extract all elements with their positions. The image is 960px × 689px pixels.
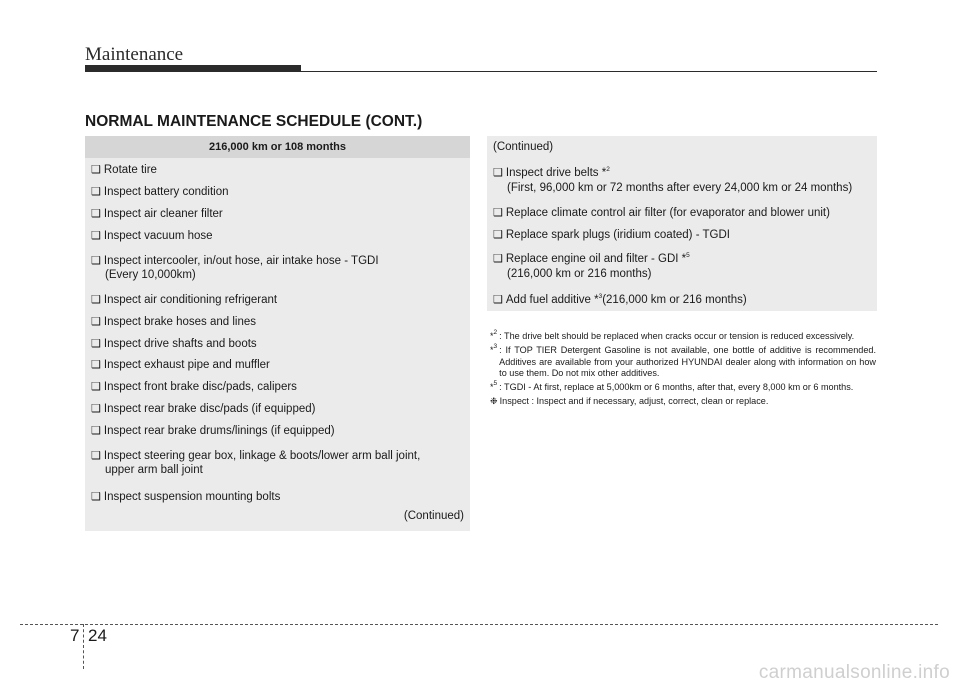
checkbox-icon: ❑ xyxy=(91,491,101,503)
checklist-item xyxy=(91,315,466,329)
item-text: Inspect rear brake disc/pads (if equipped) xyxy=(103,403,316,415)
checklist-item xyxy=(493,206,873,221)
checklist-item xyxy=(91,402,466,416)
header-rule-thick xyxy=(85,65,301,72)
note-mark: * xyxy=(490,345,494,356)
checkbox-icon: ❑ xyxy=(91,450,101,462)
item-text: Inspect battery condition xyxy=(103,186,229,198)
note-mark: * xyxy=(490,382,494,393)
interval-heading: 216,000 km or 108 months xyxy=(85,136,470,158)
checklist-item xyxy=(493,293,873,308)
checkbox-icon: ❑ xyxy=(493,229,503,241)
item-subtext: upper arm ball joint xyxy=(105,464,203,476)
checkbox-icon: ❑ xyxy=(91,338,101,350)
checklist-item xyxy=(91,337,466,351)
footnote-ref: 3 xyxy=(598,293,603,300)
checkbox-icon: ❑ xyxy=(91,403,101,415)
item-text: Rotate tire xyxy=(103,164,157,176)
item-text: Inspect drive shafts and boots xyxy=(103,338,257,350)
item-text: Inspect drive belts * xyxy=(505,167,607,179)
item-text: Inspect intercooler, in/out hose, air intake hose - TGDI xyxy=(103,255,379,267)
footnote xyxy=(490,345,876,379)
checkbox-icon: ❑ xyxy=(493,294,503,306)
footnote xyxy=(490,331,876,342)
note-mark: ❉ xyxy=(490,396,498,407)
checklist-item xyxy=(493,252,873,282)
checklist-item xyxy=(91,254,466,282)
continued-label: (Continued) xyxy=(493,141,554,153)
watermark: carmanualsonline.info xyxy=(758,662,950,683)
checkbox-icon: ❑ xyxy=(91,208,101,220)
item-subtext: (216,000 km or 216 months) xyxy=(507,268,652,280)
checklist-item xyxy=(493,166,873,196)
chapter-number: 7 xyxy=(70,626,80,645)
checkbox-icon: ❑ xyxy=(493,167,503,179)
item-text: Inspect suspension mounting bolts xyxy=(103,491,281,503)
checkbox-icon: ❑ xyxy=(493,253,503,265)
checklist-item xyxy=(91,380,466,394)
checkbox-icon: ❑ xyxy=(91,425,101,437)
checkbox-icon: ❑ xyxy=(91,316,101,328)
footer-rule xyxy=(20,624,938,625)
checklist-item xyxy=(91,358,466,372)
checklist-item xyxy=(91,449,466,477)
continued-label: (Continued) xyxy=(403,510,464,522)
note-sup: 2 xyxy=(493,329,498,336)
checkbox-icon: ❑ xyxy=(493,207,503,219)
checklist-item xyxy=(91,490,466,504)
item-text: Inspect front brake disc/pads, calipers xyxy=(103,381,297,393)
item-text: Inspect air conditioning refrigerant xyxy=(103,294,278,306)
item-text: Add fuel additive * xyxy=(505,294,599,306)
checklist-item xyxy=(91,424,466,438)
item-tail: (216,000 km or 216 months) xyxy=(602,294,747,306)
item-text: Inspect brake hoses and lines xyxy=(103,316,257,328)
chapter-header: Maintenance xyxy=(85,44,184,65)
page-number: 24 xyxy=(88,626,107,645)
item-text: Replace climate control air filter (for evaporator and blower unit) xyxy=(505,207,830,219)
checkbox-icon: ❑ xyxy=(91,164,101,176)
item-text: Replace engine oil and filter - GDI * xyxy=(505,253,687,265)
checkbox-icon: ❑ xyxy=(91,294,101,306)
note-text: : If TOP TIER Detergent Gasoline is not available, one bottle of additive is recommended. Additives are available from your authorized HYUNDAI dealer along with information on how to use them. Do not mix other additives. xyxy=(499,345,876,378)
footnote-ref: 2 xyxy=(606,166,610,173)
checklist-item xyxy=(493,228,873,243)
footnote xyxy=(490,382,876,393)
item-text: Inspect exhaust pipe and muffler xyxy=(103,359,270,371)
checkbox-icon: ❑ xyxy=(91,381,101,393)
note-text: : TGDI - At first, replace at 5,000km or 6 months, after that, every 8,000 km or 6 months. xyxy=(499,382,854,393)
footnotes xyxy=(490,331,876,411)
right-schedule-panel xyxy=(487,136,877,311)
item-text: Inspect rear brake drums/linings (if equipped) xyxy=(103,425,335,437)
note-sup: 5 xyxy=(493,380,498,388)
checkbox-icon: ❑ xyxy=(91,255,101,267)
note-text: Inspect : Inspect and if necessary, adjust, correct, clean or replace. xyxy=(499,396,769,407)
footnote xyxy=(490,396,876,407)
item-text: Inspect air cleaner filter xyxy=(103,208,223,220)
checkbox-icon: ❑ xyxy=(91,230,101,242)
checklist-item xyxy=(91,229,466,243)
checklist-item xyxy=(91,293,466,307)
header-rule-thin xyxy=(301,71,877,72)
item-text: Inspect steering gear box, linkage & boots/lower arm ball joint, xyxy=(103,450,421,462)
item-subtext: (Every 10,000km) xyxy=(105,269,196,281)
footer-divider xyxy=(83,624,84,669)
item-text: Inspect vacuum hose xyxy=(103,230,213,242)
note-mark: * xyxy=(490,331,494,341)
checklist-item xyxy=(91,163,466,177)
section-title: NORMAL MAINTENANCE SCHEDULE (CONT.) xyxy=(85,113,423,130)
note-sup: 3 xyxy=(493,343,498,351)
checkbox-icon: ❑ xyxy=(91,359,101,371)
checkbox-icon: ❑ xyxy=(91,186,101,198)
item-subtext: (First, 96,000 km or 72 months after every 24,000 km or 24 months) xyxy=(507,182,853,194)
checklist-item xyxy=(91,207,466,221)
item-text: Replace spark plugs (iridium coated) - TGDI xyxy=(505,229,730,241)
footnote-ref: 5 xyxy=(686,252,690,259)
checklist-item xyxy=(91,185,466,199)
left-schedule-panel xyxy=(85,136,470,531)
note-text: : The drive belt should be replaced when cracks occur or tension is reduced excessively. xyxy=(499,331,855,341)
